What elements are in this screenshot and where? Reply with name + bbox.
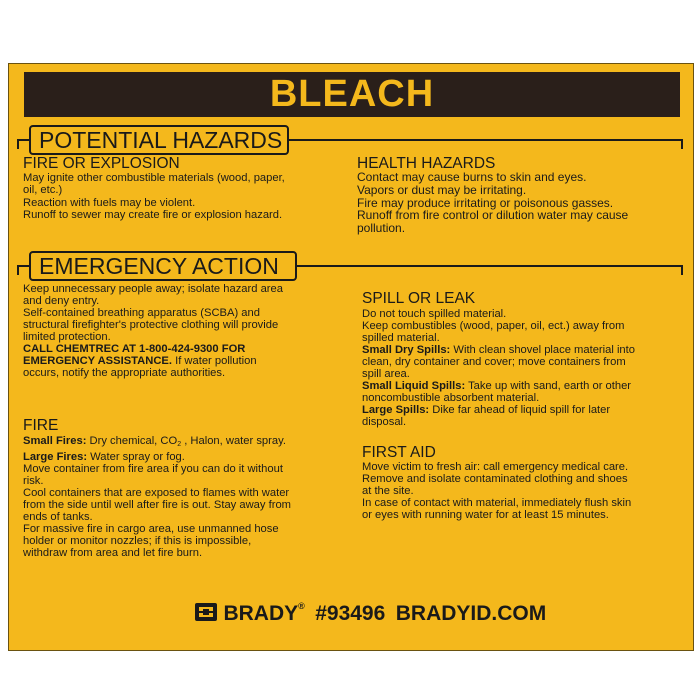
text-line: clean, dry container and cover; move containers from: [362, 356, 626, 368]
potential-hazards-right-tick: [681, 139, 683, 149]
text-line: spilled material.: [362, 332, 440, 344]
text-line: Contact may cause burns to skin and eyes.: [357, 170, 587, 184]
text-line: [23, 435, 343, 451]
potential-hazards-box: [29, 125, 289, 155]
health-hazards-text: [357, 171, 687, 235]
text-line: Vapors or dust may be irritating.: [357, 182, 527, 197]
text-line: limited protection.: [23, 331, 111, 343]
text-line: Keep combustibles (wood, paper, oil, ect.) away from: [362, 320, 625, 332]
text-line: Cool containers that are exposed to flames with water: [23, 487, 290, 499]
fire-or-explosion-heading: FIRE OR EXPLOSION: [23, 155, 180, 172]
text-line: For massive fire in cargo area, use unmanned hose: [23, 523, 279, 535]
text-line: withdraw from area and let fire burn.: [23, 547, 203, 559]
label-title: BLEACH: [269, 73, 435, 115]
potential-hazards-right-rule: [289, 139, 683, 141]
text-span: Dry chemical, CO: [86, 435, 178, 447]
text-line: from the side until well after fire is out. Stay away from: [23, 499, 291, 511]
text-line: [23, 355, 333, 367]
text-span: , Halon, water spray.: [181, 435, 286, 447]
small-fires-label: Small Fires:: [23, 435, 87, 447]
title-banner: [24, 72, 680, 117]
text-line: Reaction with fuels may be violent.: [23, 196, 196, 209]
large-fires-label: Large Fires:: [23, 451, 88, 463]
emergency-action-heading: EMERGENCY ACTION: [39, 253, 279, 279]
text-line: [23, 451, 343, 463]
fire-heading: FIRE: [23, 417, 59, 434]
text-span: Water spray or fog.: [87, 451, 185, 463]
bleach-hazard-label: [8, 63, 694, 651]
manufacturer-footer: [195, 599, 546, 629]
text-line: In case of contact with material, immediately flush skin: [362, 497, 632, 509]
text-line: Runoff from fire control or dilution water may cause: [357, 208, 629, 223]
chemtrec-line: CALL CHEMTREC AT 1-800-424-9300 FOR: [23, 343, 246, 355]
first-aid-text: [362, 461, 687, 521]
text-line: Remove and isolate contaminated clothing and shoes: [362, 473, 628, 485]
emergency-action-box: [29, 251, 297, 281]
health-hazards-heading: HEALTH HAZARDS: [357, 155, 496, 172]
brand-name: BRADY: [223, 602, 299, 625]
text-line: disposal.: [362, 416, 407, 428]
emergency-action-right-tick: [681, 265, 683, 275]
text-line: [362, 380, 687, 392]
text-line: Keep unnecessary people away; isolate hazard area: [23, 283, 283, 295]
text-line: [362, 344, 687, 356]
emergency-assistance-label: EMERGENCY ASSISTANCE.: [23, 355, 172, 367]
text-line: structural firefighter's protective clothing will provide: [23, 319, 279, 331]
potential-hazards-heading: POTENTIAL HAZARDS: [39, 127, 283, 153]
emergency-action-left-tick: [17, 265, 19, 275]
text-line: oil, etc.): [23, 184, 63, 197]
text-span: If water pollution: [171, 355, 257, 367]
text-line: Runoff to sewer may create fire or explosion hazard.: [23, 209, 283, 222]
website: BRADYID.COM: [395, 602, 547, 625]
fire-or-explosion-text: [23, 172, 323, 222]
text-line: at the site.: [362, 485, 414, 497]
brady-logo-icon: [195, 603, 217, 626]
small-liquid-spills-label: Small Liquid Spills:: [362, 380, 466, 392]
registered-mark: ®: [298, 601, 305, 611]
text-line: occurs, notify the appropriate authorities.: [23, 367, 226, 379]
text-line: Self-contained breathing apparatus (SCBA) and: [23, 307, 260, 319]
text-line: Do not touch spilled material.: [362, 308, 507, 320]
text-span: Take up with sand, earth or other: [465, 380, 632, 392]
fire-text: [23, 435, 343, 559]
potential-hazards-left-tick: [17, 139, 19, 149]
text-line: ends of tanks.: [23, 511, 93, 523]
text-line: or eyes with running water for at least 15 minutes.: [362, 509, 609, 521]
subscript: 2: [177, 441, 182, 448]
text-line: noncombustible absorbent material.: [362, 392, 540, 404]
text-span: With clean shovel place material into: [450, 344, 635, 356]
text-line: spill area.: [362, 368, 410, 380]
emergency-action-right-rule: [297, 265, 683, 267]
first-aid-heading: FIRST AID: [362, 444, 436, 461]
small-dry-spills-label: Small Dry Spills:: [362, 344, 451, 356]
text-line: Move container from fire area if you can do it without: [23, 463, 283, 475]
text-line: pollution.: [357, 221, 406, 236]
text-line: and deny entry.: [23, 295, 100, 307]
text-line: Fire may produce irritating or poisonous gasses.: [357, 195, 614, 210]
text-line: [362, 404, 687, 416]
text-span: Dike far ahead of liquid spill for later: [429, 404, 611, 416]
emergency-action-text: [23, 283, 333, 379]
large-spills-label: Large Spills:: [362, 404, 430, 416]
text-line: holder or monitor nozzles; if this is impossible,: [23, 535, 252, 547]
spill-or-leak-text: [362, 308, 687, 428]
text-line: risk.: [23, 475, 44, 487]
part-number: #93496: [315, 602, 386, 625]
text-line: Move victim to fresh air: call emergency medical care.: [362, 461, 629, 473]
text-line: May ignite other combustible materials (wood, paper,: [23, 172, 285, 184]
spill-or-leak-heading: SPILL OR LEAK: [362, 290, 476, 307]
